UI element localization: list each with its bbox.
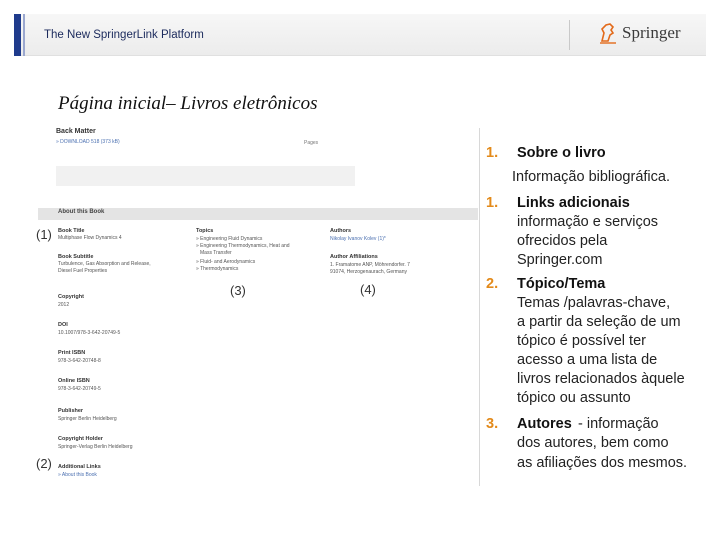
note-line: as afiliações dos mesmos. <box>517 455 688 471</box>
note-line: informação e serviços <box>517 214 659 230</box>
note-line: acesso a uma lista de <box>517 352 658 368</box>
online-isbn-value: 978-3-642-20749-5 <box>58 386 101 392</box>
header-divider <box>569 20 570 50</box>
note-heading: Autores <box>517 416 572 432</box>
springer-logo <box>598 21 681 45</box>
author-affiliation-line: 91074, Herzogenaurach, Germany <box>330 269 407 275</box>
page-title: Página inicial– Livros eletrônicos <box>58 93 318 114</box>
authors-label: Authors <box>330 228 352 234</box>
additional-links-value[interactable]: » About this Book <box>58 472 97 478</box>
note-heading: Tópico/Tema <box>517 276 606 292</box>
marker-2: (2) <box>36 456 52 471</box>
springerlink-screenshot <box>28 128 480 486</box>
note-heading: Links adicionais <box>517 195 630 211</box>
note-number: 1. <box>486 195 499 211</box>
author-affiliation-line: 1. Framatome ANP, Möhrendorfer. 7 <box>330 262 410 268</box>
publisher-label: Publisher <box>58 408 84 414</box>
springer-horse-icon <box>598 21 618 45</box>
topics-label: Topics <box>196 228 214 234</box>
back-matter-heading: Back Matter <box>56 128 96 135</box>
note-line: dos autores, bem como <box>517 435 669 451</box>
copyright-holder-label: Copyright Holder <box>58 436 103 442</box>
topic-item[interactable]: » Thermodynamics <box>196 266 239 272</box>
note-line: Temas /palavras-chave, <box>517 295 671 311</box>
note-number: 1. <box>486 145 499 161</box>
marker-3: (3) <box>230 283 246 298</box>
download-link[interactable]: » DOWNLOAD 518 (373 kB) <box>56 139 120 145</box>
doi-label: DOI <box>58 322 68 328</box>
note-line: livros relacionados àquele <box>517 371 685 387</box>
publisher-value: Springer Berlin Heidelberg <box>58 416 117 422</box>
book-title-value: Multiphase Flow Dynamics 4 <box>58 235 122 241</box>
book-subtitle-line-1: Turbulence, Gas Absorption and Release, <box>58 261 151 267</box>
note-number: 3. <box>486 416 499 432</box>
author-name[interactable]: Nikolay Ivanov Kolev (1)* <box>330 236 386 242</box>
note-line: a partir da seleção de um <box>517 314 681 330</box>
doi-value: 10.1007/978-3-642-20749-5 <box>58 330 121 336</box>
online-isbn-label: Online ISBN <box>58 378 90 384</box>
pages-label: Pages <box>304 140 319 146</box>
note-line: tópico ou assunto <box>517 390 631 406</box>
gray-strip <box>56 166 355 186</box>
about-book-title: About this Book <box>58 209 105 215</box>
author-affiliations-label: Author Affiliations <box>330 254 378 260</box>
marker-4: (4) <box>360 282 376 297</box>
about-book-bar[interactable] <box>38 208 478 220</box>
note-line: tópico é possível ter <box>517 333 646 349</box>
note-line: Springer.com <box>517 252 603 268</box>
header-title: The New SpringerLink Platform <box>44 29 204 41</box>
header-accent-bar <box>14 14 21 56</box>
book-subtitle-label: Book Subtitle <box>58 254 94 260</box>
note-line: ofrecidos pela <box>517 233 608 249</box>
note-heading: Sobre o livro <box>517 145 606 161</box>
note-heading-suffix: - informação <box>578 416 659 432</box>
topic-item[interactable]: » Engineering Fluid Dynamics <box>196 236 263 242</box>
note-number: 2. <box>486 276 499 292</box>
copyright-label: Copyright <box>58 294 84 300</box>
topic-item[interactable]: » Engineering Thermodynamics, Heat and <box>196 243 290 249</box>
header-banner <box>14 14 706 56</box>
note-line: Informação bibliográfica. <box>512 169 670 185</box>
springer-logo-text: Springer <box>622 23 681 42</box>
header-accent-stripe <box>23 14 25 56</box>
topic-item[interactable]: » Fluid- and Aerodynamics <box>196 259 256 265</box>
topic-item[interactable]: Mass Transfer <box>200 250 232 256</box>
copyright-value: 2012 <box>58 302 70 308</box>
marker-1: (1) <box>36 227 52 242</box>
copyright-holder-value: Springer-Verlag Berlin Heidelberg <box>58 444 133 450</box>
print-isbn-value: 978-3-642-20748-8 <box>58 358 101 364</box>
book-subtitle-line-2: Diesel Fuel Properties <box>58 268 108 274</box>
additional-links-label: Additional Links <box>58 464 101 470</box>
book-title-label: Book Title <box>58 228 85 234</box>
print-isbn-label: Print ISBN <box>58 350 86 356</box>
